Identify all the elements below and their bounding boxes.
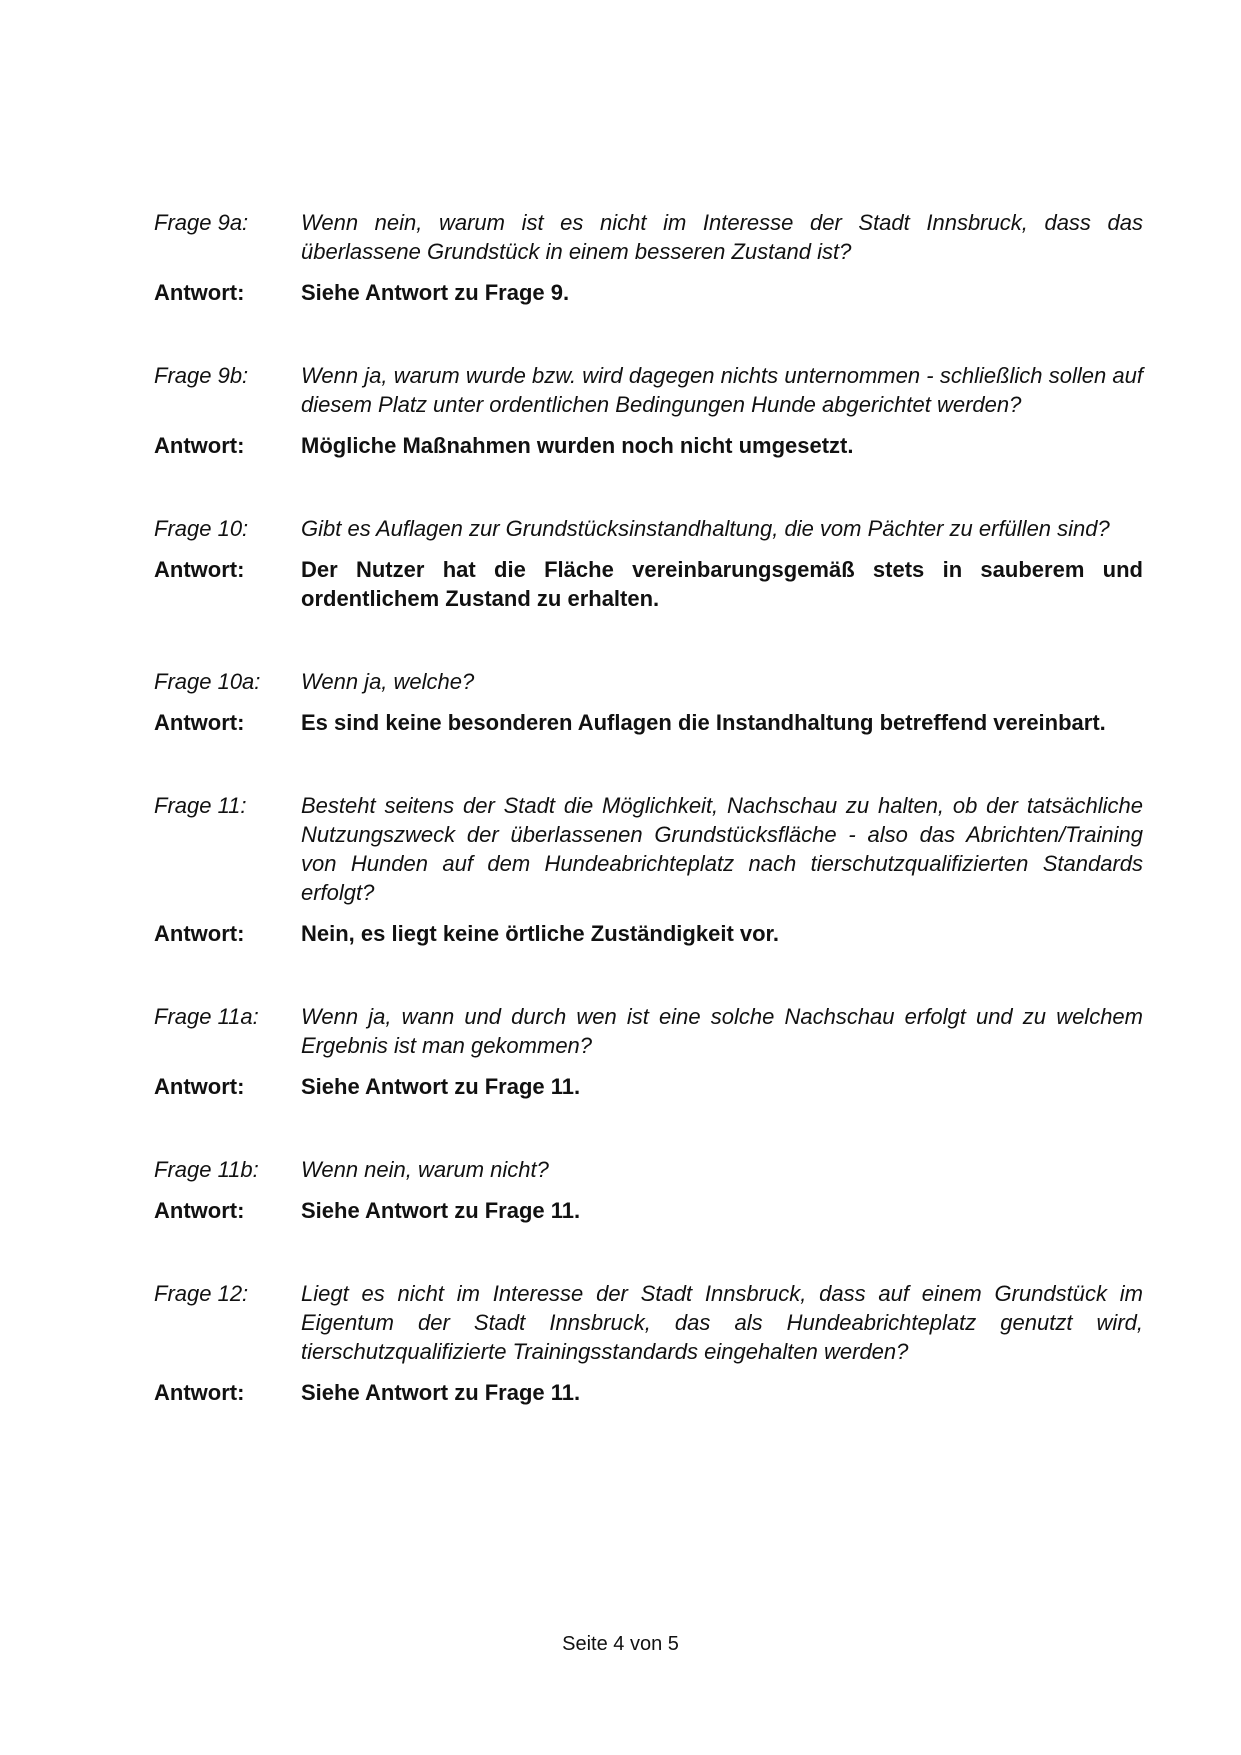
question-row xyxy=(154,1279,1144,1366)
question-label: Frage 12: xyxy=(154,1281,249,1306)
question-row xyxy=(154,667,1144,696)
question-row xyxy=(154,361,1144,419)
answer-row xyxy=(154,919,1144,948)
answer-row xyxy=(154,1196,1144,1225)
question-label: Frage 9a: xyxy=(154,210,249,235)
answer-row xyxy=(154,1072,1144,1101)
question-label: Frage 11a: xyxy=(154,1004,259,1029)
question-text: Wenn nein, warum ist es nicht im Interesse der Stadt Innsbruck, dass das überlassene Grundstück in einem besseren Zustand ist? xyxy=(301,210,1143,264)
answer-row xyxy=(154,555,1144,613)
answer-row xyxy=(154,278,1144,307)
question-label: Frage 10: xyxy=(154,516,249,541)
answer-text: Nein, es liegt keine örtliche Zuständigkeit vor. xyxy=(301,921,780,946)
question-row xyxy=(154,791,1144,907)
qa-block-11b xyxy=(154,1155,1144,1225)
answer-label: Antwort: xyxy=(154,1074,245,1099)
document-body xyxy=(154,208,1144,1461)
question-text: Wenn nein, warum nicht? xyxy=(301,1157,549,1182)
question-label: Frage 9b: xyxy=(154,363,249,388)
answer-label: Antwort: xyxy=(154,710,245,735)
answer-label: Antwort: xyxy=(154,280,245,305)
answer-label: Antwort: xyxy=(154,433,245,458)
answer-row xyxy=(154,708,1144,737)
answer-text: Es sind keine besonderen Auflagen die Instandhaltung betreffend vereinbart. xyxy=(301,710,1106,735)
question-text: Wenn ja, welche? xyxy=(301,669,475,694)
qa-block-11a xyxy=(154,1002,1144,1101)
qa-block-9a xyxy=(154,208,1144,307)
question-row xyxy=(154,1002,1144,1060)
answer-text: Der Nutzer hat die Fläche vereinbarungsgemäß stets in sauberem und ordentlichem Zustand zu erhalten. xyxy=(301,557,1143,611)
answer-text: Siehe Antwort zu Frage 11. xyxy=(301,1380,581,1405)
page-number-footer: Seite 4 von 5 xyxy=(562,1633,679,1655)
answer-text: Siehe Antwort zu Frage 11. xyxy=(301,1198,581,1223)
answer-label: Antwort: xyxy=(154,557,245,582)
answer-row xyxy=(154,1378,1144,1407)
question-text: Besteht seitens der Stadt die Möglichkeit, Nachschau zu halten, ob der tatsächliche Nutzungszweck der überlassenen Grundstücksfläche - also das Abrichten/Training von Hunden auf dem Hundeabrichteplatz nach tierschutzqualifizierten Standards erfolgt? xyxy=(301,793,1143,905)
qa-block-10a xyxy=(154,667,1144,737)
question-row xyxy=(154,514,1144,543)
question-text: Liegt es nicht im Interesse der Stadt Innsbruck, dass auf einem Grundstück im Eigentum der Stadt Innsbruck, das als Hundeabrichteplatz genutzt wird, tierschutzqualifizierte Trainingsstandards eingehalten werden? xyxy=(301,1281,1143,1364)
question-row xyxy=(154,1155,1144,1184)
qa-block-10 xyxy=(154,514,1144,613)
question-text: Wenn ja, wann und durch wen ist eine solche Nachschau erfolgt und zu welchem Ergebnis ist man gekommen? xyxy=(301,1004,1143,1058)
qa-block-9b xyxy=(154,361,1144,460)
answer-row xyxy=(154,431,1144,460)
question-text: Gibt es Auflagen zur Grundstücksinstandhaltung, die vom Pächter zu erfüllen sind? xyxy=(301,516,1110,541)
qa-block-12 xyxy=(154,1279,1144,1407)
qa-block-11 xyxy=(154,791,1144,948)
question-row xyxy=(154,208,1144,266)
question-label: Frage 11b: xyxy=(154,1157,259,1182)
question-label: Frage 11: xyxy=(154,793,247,818)
answer-label: Antwort: xyxy=(154,1380,245,1405)
answer-label: Antwort: xyxy=(154,921,245,946)
answer-text: Mögliche Maßnahmen wurden noch nicht umgesetzt. xyxy=(301,433,854,458)
answer-label: Antwort: xyxy=(154,1198,245,1223)
question-text: Wenn ja, warum wurde bzw. wird dagegen nichts unternommen - schließlich sollen auf diesem Platz unter ordentlichen Bedingungen Hunde abgerichtet werden? xyxy=(301,363,1143,417)
answer-text: Siehe Antwort zu Frage 9. xyxy=(301,280,570,305)
answer-text: Siehe Antwort zu Frage 11. xyxy=(301,1074,581,1099)
question-label: Frage 10a: xyxy=(154,669,261,694)
